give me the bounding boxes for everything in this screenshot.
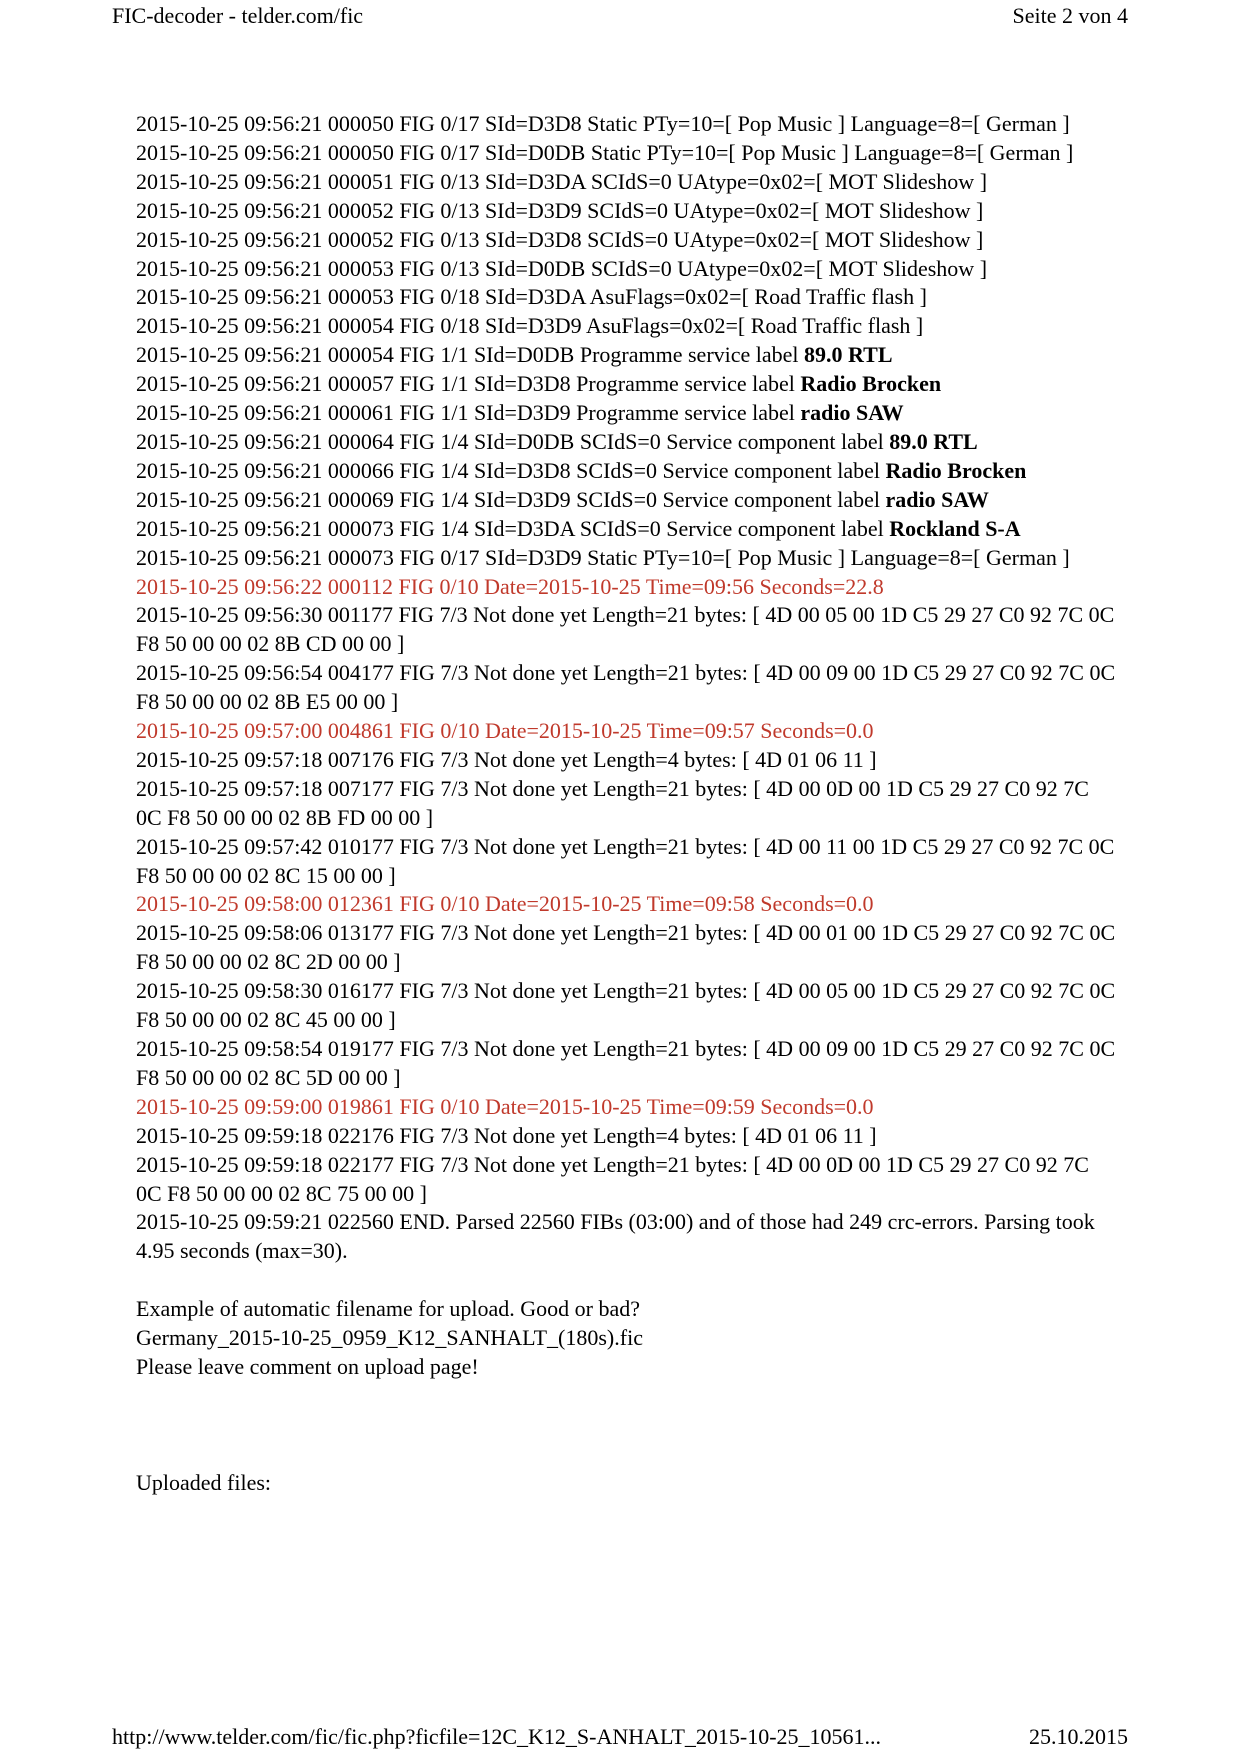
log-line	[136, 457, 1116, 486]
log-line	[136, 659, 1116, 717]
log-text: 2015-10-25 09:57:18 007176 FIG 7/3 Not done yet Length=4 bytes: [ 4D 01 06 11 ]	[136, 746, 877, 772]
service-label: radio SAW	[800, 400, 904, 426]
print-footer	[112, 1722, 1128, 1752]
log-line	[136, 168, 1116, 197]
print-date: 25.10.2015	[1029, 1724, 1128, 1749]
log-text: 2015-10-25 09:56:21 000052 FIG 0/13 SId=D3D8 SCIdS=0 UAtype=0x02=[ MOT Slideshow ]	[136, 226, 984, 252]
log-line	[136, 110, 1116, 139]
log-line	[136, 255, 1116, 284]
log-line-date-time	[136, 1093, 1116, 1122]
log-line	[136, 1208, 1116, 1266]
log-line	[136, 515, 1116, 544]
log-line-date-time	[136, 717, 1116, 746]
log-line-date-time	[136, 573, 1116, 602]
service-label: Radio Brocken	[885, 457, 1027, 483]
log-line	[136, 1151, 1116, 1209]
log-text: 2015-10-25 09:56:21 000066 FIG 1/4 SId=D3D8 SCIdS=0 Service component label	[136, 457, 886, 483]
log-text: 2015-10-25 09:56:21 000057 FIG 1/1 SId=D3D8 Programme service label	[136, 371, 801, 397]
filename-question: Example of automatic filename for upload. Good or bad?	[136, 1296, 640, 1322]
log-text: 2015-10-25 09:56:21 000061 FIG 1/1 SId=D3D9 Programme service label	[136, 400, 801, 426]
log-text: 2015-10-25 09:56:21 000073 FIG 0/17 SId=D3D9 Static PTy=10=[ Pop Music ] Language=8=[ German ]	[136, 544, 1070, 570]
log-line	[136, 399, 1116, 428]
log-text: 2015-10-25 09:56:21 000073 FIG 1/4 SId=D3DA SCIdS=0 Service component label	[136, 515, 890, 541]
log-text: 2015-10-25 09:57:42 010177 FIG 7/3 Not done yet Length=21 bytes: [ 4D 00 11 00 1D C5 29 27 C0 92 7C 0C F8 50 00 00 02 8C 15 00 00 ]	[136, 833, 1115, 888]
log-line	[136, 601, 1116, 659]
spacer	[136, 1382, 1116, 1469]
log-line	[136, 919, 1116, 977]
log-line	[136, 341, 1116, 370]
log-line	[136, 370, 1116, 399]
log-text: 2015-10-25 09:56:21 000050 FIG 0/17 SId=D0DB Static PTy=10=[ Pop Music ] Language=8=[ German ]	[136, 139, 1074, 165]
log-text: 2015-10-25 09:56:21 000051 FIG 0/13 SId=D3DA SCIdS=0 UAtype=0x02=[ MOT Slideshow ]	[136, 168, 988, 194]
log-text: 2015-10-25 09:56:21 000053 FIG 0/13 SId=D0DB SCIdS=0 UAtype=0x02=[ MOT Slideshow ]	[136, 255, 988, 281]
service-label: Radio Brocken	[800, 371, 942, 397]
log-text: 2015-10-25 09:57:00 004861 FIG 0/10 Date=2015-10-25 Time=09:57 Seconds=0.0	[136, 718, 874, 744]
log-lines	[136, 110, 1116, 1266]
log-text: 2015-10-25 09:56:21 000069 FIG 1/4 SId=D3D9 SCIdS=0 Service component label	[136, 486, 886, 512]
page-indicator: Seite 2 von 4	[1012, 3, 1128, 28]
spacer	[136, 1266, 1116, 1295]
page-url: http://www.telder.com/fic/fic.php?ficfile=12C_K12_S-ANHALT_2015-10-25_10561...	[112, 1724, 882, 1749]
log-text: 2015-10-25 09:57:18 007177 FIG 7/3 Not done yet Length=21 bytes: [ 4D 00 0D 00 1D C5 29 27 C0 92 7C 0C F8 50 00 00 02 8B FD 00 00 ]	[136, 775, 1089, 830]
log-line	[136, 1122, 1116, 1151]
log-line	[136, 833, 1116, 891]
service-label: 89.0 RTL	[889, 428, 978, 454]
log-text: 2015-10-25 09:58:00 012361 FIG 0/10 Date=2015-10-25 Time=09:58 Seconds=0.0	[136, 891, 874, 917]
log-text: 2015-10-25 09:56:21 000054 FIG 0/18 SId=D3D9 AsuFlags=0x02=[ Road Traffic flash ]	[136, 313, 924, 339]
uploaded-files-label: Uploaded files:	[136, 1469, 272, 1495]
log-line	[136, 139, 1116, 168]
log-text: 2015-10-25 09:56:21 000064 FIG 1/4 SId=D0DB SCIdS=0 Service component label	[136, 428, 890, 454]
log-text: 2015-10-25 09:56:30 001177 FIG 7/3 Not done yet Length=21 bytes: [ 4D 00 05 00 1D C5 29 27 C0 92 7C 0C F8 50 00 00 02 8B CD 00 00 ]	[136, 602, 1115, 657]
decoder-output	[136, 110, 1116, 1497]
log-line	[136, 197, 1116, 226]
log-text: 2015-10-25 09:56:21 000054 FIG 1/1 SId=D0DB Programme service label	[136, 342, 805, 368]
log-text: 2015-10-25 09:58:06 013177 FIG 7/3 Not done yet Length=21 bytes: [ 4D 00 01 00 1D C5 29 27 C0 92 7C 0C F8 50 00 00 02 8C 2D 00 00 ]	[136, 920, 1116, 975]
log-line	[136, 746, 1116, 775]
log-line	[136, 544, 1116, 573]
example-filename: Germany_2015-10-25_0959_K12_SANHALT_(180s).fic	[136, 1325, 643, 1351]
log-text: 2015-10-25 09:59:18 022176 FIG 7/3 Not done yet Length=4 bytes: [ 4D 01 06 11 ]	[136, 1122, 877, 1148]
log-text: 2015-10-25 09:58:54 019177 FIG 7/3 Not done yet Length=21 bytes: [ 4D 00 09 00 1D C5 29 27 C0 92 7C 0C F8 50 00 00 02 8C 5D 00 00 ]	[136, 1036, 1116, 1090]
log-text: 2015-10-25 09:59:18 022177 FIG 7/3 Not done yet Length=21 bytes: [ 4D 00 0D 00 1D C5 29 27 C0 92 7C 0C F8 50 00 00 02 8C 75 00 00 ]	[136, 1151, 1089, 1206]
log-text: 2015-10-25 09:56:21 000052 FIG 0/13 SId=D3D9 SCIdS=0 UAtype=0x02=[ MOT Slideshow ]	[136, 197, 984, 223]
comment-request: Please leave comment on upload page!	[136, 1353, 479, 1379]
log-line	[136, 226, 1116, 255]
log-text: 2015-10-25 09:59:00 019861 FIG 0/10 Date=2015-10-25 Time=09:59 Seconds=0.0	[136, 1093, 874, 1119]
log-text: 2015-10-25 09:56:21 000053 FIG 0/18 SId=D3DA AsuFlags=0x02=[ Road Traffic flash ]	[136, 284, 927, 310]
log-line	[136, 312, 1116, 341]
log-line	[136, 283, 1116, 312]
filename-note	[136, 1295, 1116, 1382]
print-header	[112, 0, 1128, 32]
log-text: 2015-10-25 09:59:21 022560 END. Parsed 22560 FIBs (03:00) and of those had 249 crc-errors. Parsing took 4.95 seconds (max=30).	[136, 1209, 1095, 1264]
log-text: 2015-10-25 09:56:22 000112 FIG 0/10 Date=2015-10-25 Time=09:56 Seconds=22.8	[136, 573, 884, 599]
service-label: Rockland S-A	[889, 515, 1021, 541]
log-line	[136, 775, 1116, 833]
document-title: FIC-decoder - telder.com/fic	[112, 3, 364, 28]
log-text: 2015-10-25 09:58:30 016177 FIG 7/3 Not done yet Length=21 bytes: [ 4D 00 05 00 1D C5 29 27 C0 92 7C 0C F8 50 00 00 02 8C 45 00 00 ]	[136, 978, 1116, 1033]
service-label: radio SAW	[885, 486, 989, 512]
log-text: 2015-10-25 09:56:21 000050 FIG 0/17 SId=D3D8 Static PTy=10=[ Pop Music ] Language=8=[ German ]	[136, 111, 1070, 136]
log-line-date-time	[136, 890, 1116, 919]
service-label: 89.0 RTL	[804, 342, 893, 368]
log-line	[136, 1035, 1116, 1093]
log-line	[136, 486, 1116, 515]
log-line	[136, 977, 1116, 1035]
log-line	[136, 428, 1116, 457]
log-text: 2015-10-25 09:56:54 004177 FIG 7/3 Not done yet Length=21 bytes: [ 4D 00 09 00 1D C5 29 27 C0 92 7C 0C F8 50 00 00 02 8B E5 00 00 ]	[136, 660, 1116, 715]
